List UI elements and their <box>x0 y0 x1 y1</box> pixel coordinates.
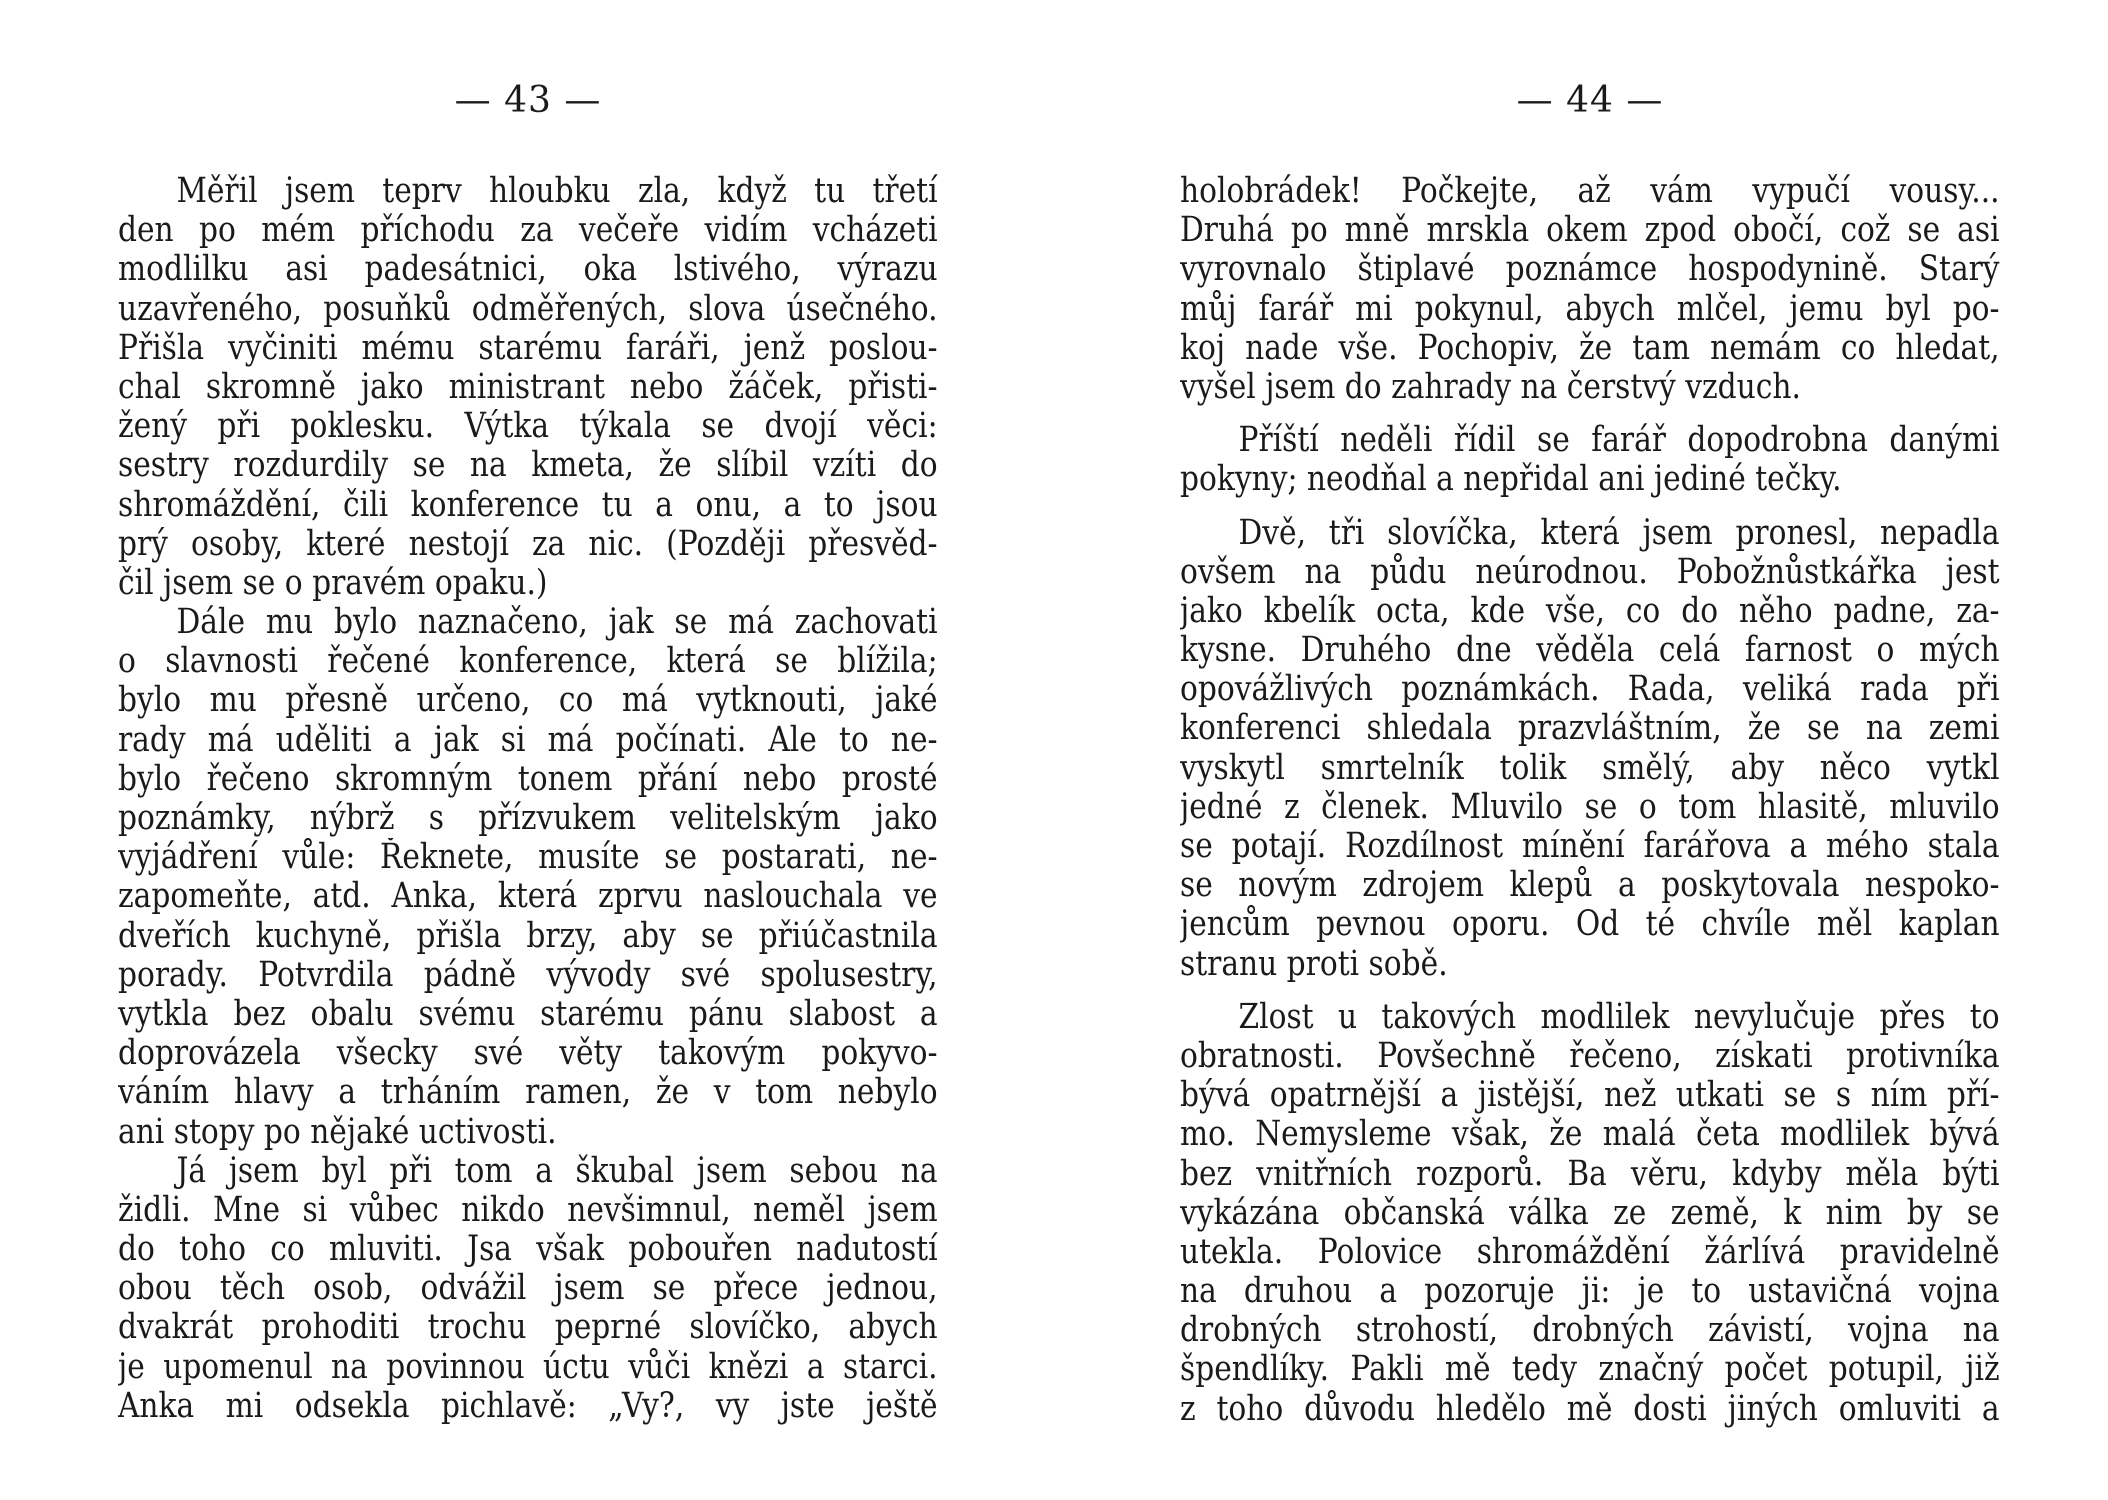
text-line-row <box>1180 998 2000 1037</box>
text-line: dveřích kuchyně, přišla brzy, aby se přiúčastnila <box>118 916 938 956</box>
text-line-row <box>118 1269 938 1308</box>
text-line: opovážlivých poznámkách. Rada, veliká rada při <box>1180 670 2000 710</box>
text-line: se novým zdrojem klepů a poskytovala nespoko- <box>1180 866 2000 906</box>
text-line-row <box>1180 905 2000 944</box>
text-line: porady. Potvrdila pádně vývody své spolusestry, <box>118 955 938 995</box>
text-line: dvakrát prohoditi trochu peprné slovíčko, abych <box>118 1308 938 1348</box>
text-line-row <box>118 721 938 760</box>
text-line: den po mém příchodu za večeře vidím vcházeti <box>118 211 938 251</box>
text-line-row <box>118 172 938 211</box>
paragraph-gap <box>1180 407 2000 421</box>
text-line: čil jsem se o pravém opaku.) <box>118 563 548 603</box>
text-line-row <box>1180 631 2000 670</box>
text-line-row <box>118 486 938 525</box>
text-line: bez vnitřních rozporů. Ba věru, kdyby měla býti <box>1180 1154 2000 1194</box>
text-line: shromáždění, čili konference tu a onu, a to jsou <box>118 485 938 525</box>
page-left <box>118 0 938 1500</box>
text-line: Dále mu bylo naznačeno, jak se má zachovati <box>176 603 938 643</box>
text-line: Anka mi odsekla pichlavě: „Vy?, vy jste ještě <box>118 1386 938 1426</box>
text-line: Měřil jsem teprv hloubku zla, když tu třetí <box>176 172 938 211</box>
text-line-row <box>1180 749 2000 788</box>
text-line: vytkla bez obalu svému starému pánu slabost a <box>118 994 938 1034</box>
text-line: vyšel jsem do zahrady na čerstvý vzduch. <box>1180 367 1801 407</box>
text-line: zapomeňte, atd. Anka, která zprvu naslouchala ve <box>118 877 938 917</box>
text-line: na druhou a pozoruje ji: je to ustavičná vojna <box>1180 1272 2000 1312</box>
text-line-row <box>1180 1390 2000 1429</box>
text-line: vyskytl smrtelník tolik smělý, aby něco vytkl <box>1180 748 2000 788</box>
text-line-row <box>1180 1272 2000 1311</box>
text-line-row <box>118 1387 938 1426</box>
page-number-right: — 44 — <box>1516 80 1664 121</box>
text-line-row <box>118 1034 938 1073</box>
text-line-row <box>118 1230 938 1269</box>
text-line: váním hlavy a trháním ramen, že v tom nebylo <box>118 1073 938 1113</box>
text-line-row <box>1180 290 2000 329</box>
text-line: o slavnosti řečené konference, která se blížila; <box>118 642 938 682</box>
text-line-row <box>1180 514 2000 553</box>
page-right <box>1180 0 2000 1500</box>
text-line-row <box>118 603 938 642</box>
text-line: utekla. Polovice shromáždění žárlívá pravidelně <box>1180 1232 2000 1272</box>
text-line-row <box>118 642 938 681</box>
text-line-row <box>1180 1194 2000 1233</box>
text-line: se potají. Rozdílnost mínění farářova a mého stala <box>1180 827 2000 866</box>
text-line-row <box>118 211 938 250</box>
text-line: jedné z členek. Mluvilo se o tom hlasitě, mluvilo <box>1180 787 2000 827</box>
text-line: vykázána občanská válka ze země, k nim by se <box>1180 1193 2000 1233</box>
text-line-row <box>1180 250 2000 289</box>
text-line: Já jsem byl při tom a škubal jsem sebou na <box>176 1151 938 1191</box>
text-line-row <box>118 917 938 956</box>
text-line-row <box>118 1113 938 1152</box>
text-line-row <box>1180 329 2000 368</box>
text-line: do toho co mluviti. Jsa však pobouřen nadutostí <box>118 1230 938 1270</box>
text-line: jencům pevnou oporu. Od té chvíle měl kaplan <box>1180 905 2000 945</box>
text-line: Příští neděli řídil se farář dopodrobna danými <box>1238 421 2000 461</box>
text-line: poznámky, nýbrž s přízvukem velitelským jako <box>118 799 938 838</box>
text-line: bylo mu přesně určeno, co má vytknouti, jaké <box>118 681 938 721</box>
text-line: Druhá po mně mrskla okem zpod obočí, což se asi <box>1180 211 2000 251</box>
text-line-row <box>1180 368 2000 407</box>
text-line-row <box>118 956 938 995</box>
text-line-row <box>1180 1076 2000 1115</box>
text-line: mo. Nemysleme však, že malá četa modlilek bývá <box>1180 1115 2000 1155</box>
text-line-row <box>118 1348 938 1387</box>
page-left-text <box>118 172 938 1426</box>
text-line-row <box>1180 592 2000 631</box>
text-line-row <box>1180 945 2000 984</box>
paragraph-gap <box>1180 500 2000 514</box>
text-line-row <box>118 838 938 877</box>
text-line-row <box>118 525 938 564</box>
text-line-row <box>118 329 938 368</box>
text-line-row <box>1180 1233 2000 1272</box>
text-line: chal skromně jako ministrant nebo žáček, přisti- <box>118 367 938 407</box>
text-line: konferenci shledala prazvláštním, že se na zemi <box>1180 709 2000 749</box>
page-right-text <box>1180 172 2000 1429</box>
text-line-row <box>1180 1311 2000 1350</box>
text-line-row <box>1180 460 2000 499</box>
text-line: žený při poklesku. Výtka týkala se dvojí věci: <box>118 407 938 447</box>
text-line-row <box>118 446 938 485</box>
text-line: bylo řečeno skromným tonem přání nebo prosté <box>118 759 938 799</box>
text-line-row <box>1180 670 2000 709</box>
text-line: vyrovnalo štiplavé poznámce hospodynině. Starý <box>1180 250 2000 290</box>
text-line-row <box>1180 709 2000 748</box>
text-line: kysne. Druhého dne věděla celá farnost o mých <box>1180 631 2000 671</box>
text-line: ani stopy po nějaké uctivosti. <box>118 1112 557 1152</box>
text-line: můj farář mi pokynul, abych mlčel, jemu byl po- <box>1180 289 2000 329</box>
text-line-row <box>1180 172 2000 211</box>
text-line: židli. Mne si vůbec nikdo nevšimnul, neměl jsem <box>118 1190 938 1230</box>
page-right-body <box>1180 172 2000 1429</box>
text-line-row <box>118 1152 938 1191</box>
text-line-row <box>1180 1037 2000 1076</box>
text-line: obou těch osob, odvážil jsem se přece jednou, <box>118 1269 938 1309</box>
text-line-row <box>1180 866 2000 905</box>
text-line-row <box>1180 788 2000 827</box>
text-line-row <box>118 250 938 289</box>
text-line: bývá opatrnější a jistější, než utkati se s ním pří- <box>1180 1076 2000 1116</box>
text-line: stranu proti sobě. <box>1180 944 1448 984</box>
text-line: doprovázela všecky své věty takovým pokyvo- <box>118 1034 938 1074</box>
text-line-row <box>1180 1155 2000 1194</box>
text-line-row <box>118 368 938 407</box>
text-line-row <box>1180 1115 2000 1154</box>
text-line-row <box>118 1191 938 1230</box>
text-line: Přišla vyčiniti mému starému faráři, jenž poslou- <box>118 328 938 368</box>
text-line: rady má uděliti a jak si má počínati. Ale to ne- <box>118 720 938 760</box>
text-line: sestry rozdurdily se na kmeta, že slíbil vzíti do <box>118 446 938 486</box>
text-line: prý osoby, které nestojí za nic. (Později přesvěd- <box>118 524 938 564</box>
text-line: jako kbelík octa, kde vše, co do něho padne, za- <box>1180 591 2000 631</box>
page-left-body <box>118 172 938 1426</box>
text-line: holobrádek! Počkejte, až vám vypučí vousy... <box>1180 172 2000 211</box>
text-line-row <box>118 407 938 446</box>
text-line-row <box>118 290 938 329</box>
text-line: vyjádření vůle: Řeknete, musíte se postarati, ne- <box>118 838 938 878</box>
text-line-row <box>1180 421 2000 460</box>
text-line: uzavřeného, posuňků odměřených, slova úsečného. <box>118 289 938 329</box>
text-line-row <box>1180 211 2000 250</box>
text-line-row <box>1180 1350 2000 1389</box>
text-line-row <box>118 995 938 1034</box>
text-line: ovšem na půdu neúrodnou. Pobožnůstkářka jest <box>1180 552 2000 592</box>
text-line: pokyny; neodňal a nepřidal ani jediné tečky. <box>1180 460 1842 500</box>
text-line-row <box>118 681 938 720</box>
text-line: špendlíky. Pakli mě tedy značný počet potupil, již <box>1180 1350 2000 1390</box>
text-line-row <box>118 564 938 603</box>
text-line: Zlost u takových modlilek nevylučuje přes to <box>1238 997 2000 1037</box>
text-line-row <box>118 760 938 799</box>
text-line-row <box>1180 827 2000 866</box>
text-line: Dvě, tři slovíčka, která jsem pronesl, nepadla <box>1238 513 2000 553</box>
page-number-left: — 43 — <box>454 80 602 121</box>
text-line-row <box>118 1073 938 1112</box>
text-line: drobných strohostí, drobných závistí, vojna na <box>1180 1311 2000 1351</box>
text-line: koj nade vše. Pochopiv, že tam nemám co hledat, <box>1180 328 2000 368</box>
text-line: z toho důvodu hledělo mě dosti jiných omluviti a <box>1180 1389 2000 1429</box>
text-line-row <box>118 877 938 916</box>
text-line-row <box>118 1308 938 1347</box>
text-line: modlilku asi padesátnici, oka lstivého, výrazu <box>118 250 938 290</box>
text-line: obratnosti. Povšechně řečeno, získati protivníka <box>1180 1036 2000 1076</box>
text-line-row <box>118 799 938 838</box>
text-line-row <box>1180 553 2000 592</box>
text-line: je upomenul na povinnou úctu vůči knězi a starci. <box>118 1347 938 1387</box>
paragraph-gap <box>1180 984 2000 998</box>
